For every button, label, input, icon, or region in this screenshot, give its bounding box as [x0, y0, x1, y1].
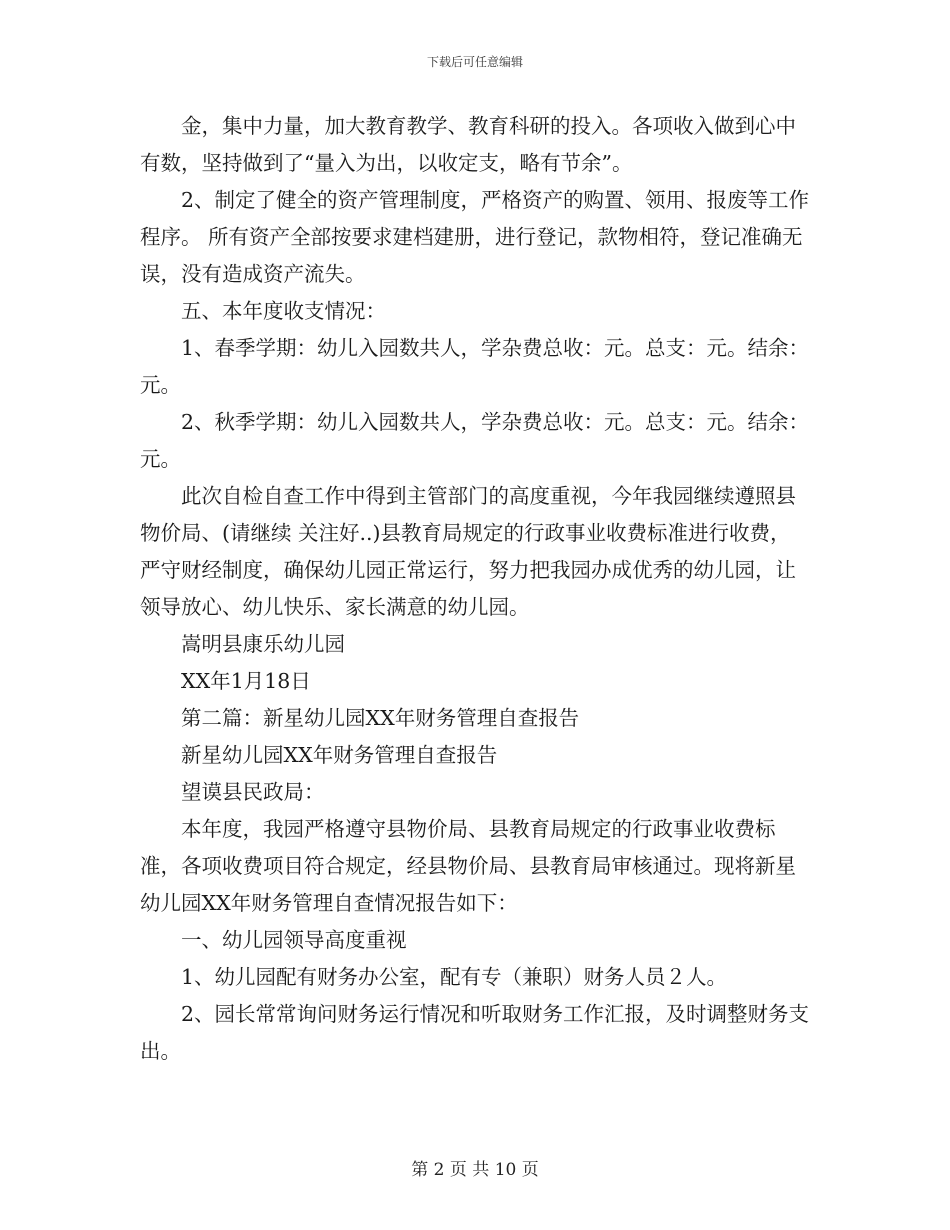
- document-body: [140, 108, 810, 1070]
- paragraph: 2、制定了健全的资产管理制度，严格资产的购置、领用、报废等工作程序。 所有资产全部按要求建档建册，进行登记，款物相符，登记准确无误，没有造成资产流失。: [140, 188, 810, 286]
- page-number: 第 2 页 共 10 页: [411, 1160, 539, 1180]
- signature-org: 嵩明县康乐幼儿园: [181, 632, 345, 656]
- page-header: 下载后可任意编辑: [426, 55, 523, 69]
- paragraph: 2、秋季学期：幼儿入园数共人，学杂费总收：元。总支：元。结余：元。: [140, 410, 810, 471]
- paragraph: 金，集中力量，加大教育教学、教育科研的投入。各项收入做到心中有数，坚持做到了“量入为出，以收定支，略有节余”。: [140, 114, 796, 175]
- paragraph: 1、春季学期：幼儿入园数共人，学杂费总收：元。总支：元。结余：元。: [140, 336, 810, 397]
- paragraph: 1、幼儿园配有财务办公室，配有专（兼职）财务人员２人。: [181, 965, 728, 989]
- paragraph: 本年度，我园严格遵守县物价局、县教育局规定的行政事业收费标准，各项收费项目符合规定，经县物价局、县教育局审核通过。现将新星幼儿园XX年财务管理自查情况报告如下：: [140, 817, 796, 915]
- paragraph: 2、园长常常询问财务运行情况和听取财务工作汇报，及时调整财务支出。: [140, 1002, 810, 1063]
- chapter-title: 第二篇：新星幼儿园XX年财务管理自查报告: [181, 706, 580, 730]
- section-heading: 五、本年度收支情况：: [181, 299, 386, 323]
- signature-date: XX年1月18日: [181, 669, 311, 693]
- salutation: 望谟县民政局：: [181, 780, 325, 804]
- report-title: 新星幼儿园XX年财务管理自查报告: [181, 743, 498, 767]
- section-heading: 一、幼儿园领导高度重视: [181, 928, 407, 952]
- paragraph: 此次自检自查工作中得到主管部门的高度重视，今年我园继续遵照县物价局、(请继续 关注好..)县教育局规定的行政事业收费标准进行收费，严守财经制度，确保幼儿园正常运行，努力把我园办成优秀的幼儿园，让领导放心、幼儿快乐、家长满意的幼儿园。: [140, 484, 796, 619]
